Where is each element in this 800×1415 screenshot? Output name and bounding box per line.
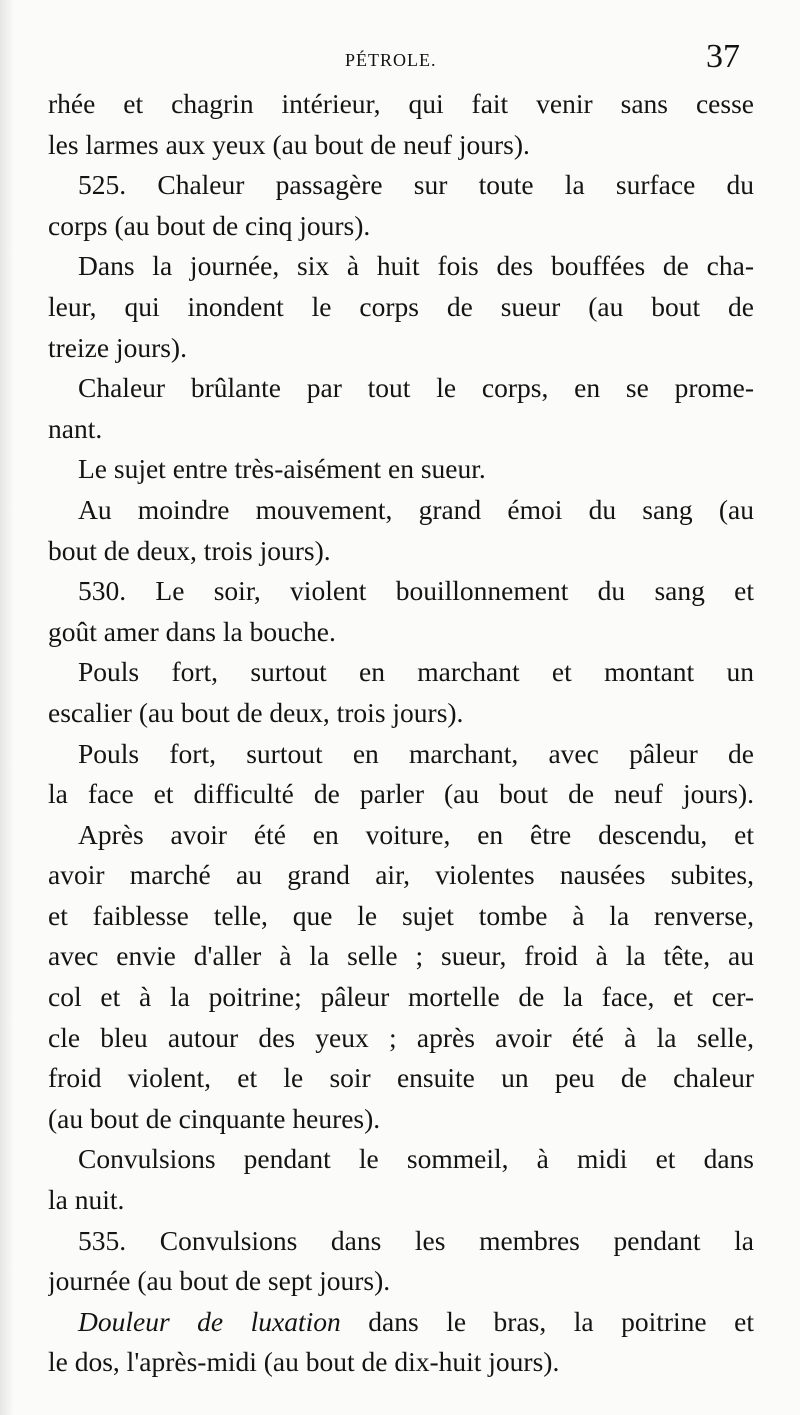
text-line: corps (au bout de cinq jours). bbox=[48, 209, 371, 241]
text-line: avoir marché au grand air, violentes nausées subites, bbox=[48, 859, 754, 891]
text-line: la face et difficulté de parler (au bout de neuf jours). bbox=[48, 778, 754, 810]
text-line: 530. Le soir, violent bouillonnement du sang et bbox=[78, 575, 754, 607]
text-line: cle bleu autour des yeux ; après avoir été à la selle, bbox=[48, 1021, 754, 1053]
text-line: 525. Chaleur passagère sur toute la surface du bbox=[78, 169, 754, 201]
text-line: 535. Convulsions dans les membres pendant la bbox=[78, 1224, 754, 1256]
text-line: les larmes aux yeux (au bout de neuf jours). bbox=[48, 128, 530, 160]
text-line: froid violent, et le soir ensuite un peu de chaleur bbox=[48, 1062, 754, 1094]
text-line: Pouls fort, surtout en marchant et montant un bbox=[78, 656, 754, 688]
text-line: bout de deux, trois jours). bbox=[48, 534, 331, 566]
text-line: Au moindre mouvement, grand émoi du sang (au bbox=[78, 493, 754, 525]
text-line bbox=[48, 1302, 754, 1343]
text-line: goût amer dans la bouche. bbox=[48, 615, 336, 647]
page-gutter-shadow bbox=[0, 0, 14, 1415]
text-line: Après avoir été en voiture, en être descendu, et bbox=[78, 818, 754, 850]
running-title: PÉTROLE. bbox=[345, 50, 437, 70]
page-header bbox=[0, 38, 800, 88]
page-number: 37 bbox=[706, 38, 740, 75]
text-body bbox=[48, 84, 754, 1383]
text-line: journée (au bout de sept jours). bbox=[48, 1265, 391, 1297]
text-line: et faiblesse telle, que le sujet tombe à la renverse, bbox=[48, 899, 754, 931]
text-line: col et à la poitrine; pâleur mortelle de la face, et cer- bbox=[48, 981, 754, 1013]
text-line: avec envie d'aller à la selle ; sueur, froid à la tête, au bbox=[48, 940, 754, 972]
text-line: la nuit. bbox=[48, 1184, 125, 1216]
text-line: rhée et chagrin intérieur, qui fait venir sans cesse bbox=[48, 88, 754, 119]
text-line: Convulsions pendant le sommeil, à midi et dans bbox=[78, 1143, 754, 1175]
text-line: Le sujet entre très-aisément en sueur. bbox=[78, 453, 486, 485]
text-line: Dans la journée, six à huit fois des bouffées de cha- bbox=[78, 250, 754, 282]
text-line: nant. bbox=[48, 412, 103, 444]
text-line: leur, qui inondent le corps de sueur (au bout de bbox=[48, 290, 754, 322]
italic-term: Douleur de luxation bbox=[78, 1305, 341, 1337]
text-line: (au bout de cinquante heures). bbox=[48, 1102, 381, 1134]
text-line: escalier (au bout de deux, trois jours). bbox=[48, 696, 464, 728]
text-line: Chaleur brûlante par tout le corps, en se prome- bbox=[78, 372, 754, 404]
text-fragment: dans le bras, la poitrine et bbox=[340, 1305, 754, 1337]
text-line: treize jours). bbox=[48, 331, 187, 363]
text-line: Pouls fort, surtout en marchant, avec pâleur de bbox=[78, 737, 754, 769]
text-line: le dos, l'après-midi (au bout de dix-huit jours). bbox=[48, 1346, 560, 1378]
